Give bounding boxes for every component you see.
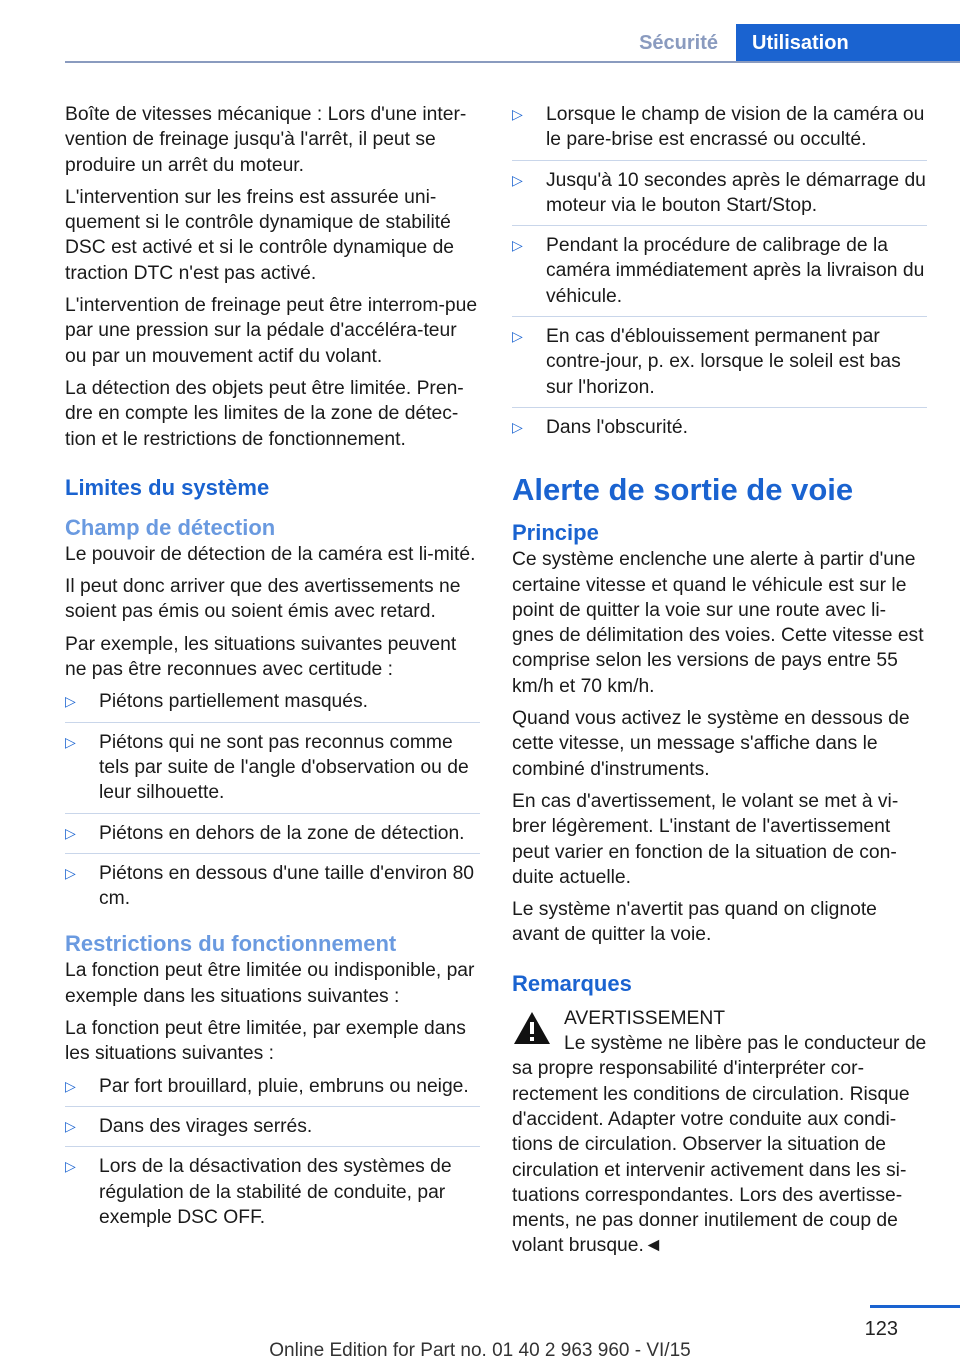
list-item: ▷ En cas d'éblouissement permanent par contre-jour, p. ex. lorsque le soleil est bas sur l'horizon. — [512, 324, 927, 408]
paragraph: La fonction peut être limitée ou indisponible, par exemple dans les situations suivantes : — [65, 960, 475, 1007]
triangle-bullet-icon: ▷ — [65, 1158, 76, 1175]
list-item: ▷ Par fort brouillard, pluie, embruns ou neige. — [65, 1074, 480, 1107]
footer-edition: Online Edition for Part no. 01 40 2 963 960 - VI/15 — [269, 1340, 691, 1361]
list-item: ▷ Piétons en dehors de la zone de détection. — [65, 821, 480, 854]
warning-box — [512, 1006, 927, 1259]
paragraph: L'intervention de freinage peut être interrom-pue par une pression sur la pédale d'accéléra-teur ou par un mouvement actif du volant. — [65, 295, 478, 367]
heading-restrictions: Restrictions du fonctionnement — [65, 931, 397, 957]
page-number: 123 — [864, 1318, 898, 1340]
left-column — [65, 102, 480, 1244]
triangle-bullet-icon: ▷ — [65, 864, 76, 881]
paragraph: Il peut donc arriver que des avertissements ne soient pas émis ou soient émis avec retard. — [65, 576, 461, 623]
heading-remarks: Remarques — [512, 970, 632, 996]
paragraph: Le pouvoir de détection de la caméra est li-mité. — [65, 543, 476, 565]
list-item: ▷ Dans l'obscurité. — [512, 415, 927, 447]
footer-rule — [870, 1305, 960, 1308]
triangle-bullet-icon: ▷ — [512, 106, 523, 122]
tab-securite[interactable]: Sécurité — [639, 31, 718, 54]
triangle-bullet-icon: ▷ — [512, 237, 523, 254]
bullet-list — [512, 102, 927, 447]
paragraph: Ce système enclenche une alerte à partir d'une certaine vitesse et quand le véhicule est sur le point de quitter la voie sur une route avec li-gnes de délimitation des voies. Cette vitesse est comprise selon les versions de pays entre 55 km/h et 70 km/h. — [512, 549, 924, 697]
heading-lane-departure: Alerte de sortie de voie — [512, 472, 854, 508]
bullet-list — [65, 1074, 480, 1237]
warning-triangle-icon — [512, 1010, 552, 1046]
triangle-bullet-icon: ▷ — [512, 418, 523, 435]
triangle-bullet-icon: ▷ — [65, 1117, 76, 1134]
paragraph: Par exemple, les situations suivantes peuvent ne pas être reconnues avec certitude : — [65, 633, 457, 681]
tab-utilisation[interactable]: Utilisation — [736, 24, 960, 62]
paragraph: Le système n'avertit pas quand on clignote avant de quitter la voie. — [512, 899, 877, 946]
triangle-bullet-icon: ▷ — [65, 1077, 76, 1094]
paragraph: L'intervention sur les freins est assurée uni-quement si le contrôle dynamique de stabilité DSC est activé et si le contrôle dynamique de traction DTC n'est pas activé. — [65, 186, 455, 284]
triangle-bullet-icon: ▷ — [65, 824, 76, 841]
heading-detection-field: Champ de détection — [65, 514, 276, 540]
bullet-list — [65, 689, 480, 918]
triangle-bullet-icon: ▷ — [512, 328, 523, 345]
warning-title: AVERTISSEMENT — [564, 1007, 726, 1029]
header-tabs — [621, 24, 960, 62]
triangle-bullet-icon: ▷ — [512, 171, 523, 188]
paragraph: La détection des objets peut être limitée. Pren-dre en compte les limites de la zone de détec-tion et le restrictions de fonctionnement. — [65, 377, 464, 450]
paragraph: La fonction peut être limitée, par exemple dans les situations suivantes : — [65, 1018, 466, 1065]
triangle-bullet-icon: ▷ — [65, 733, 76, 750]
header-divider — [65, 61, 960, 63]
list-item: ▷ Lors de la désactivation des systèmes de régulation de la stabilité de conduite, par exemple DSC OFF. — [65, 1156, 452, 1228]
heading-principle: Principe — [512, 520, 599, 546]
list-item: ▷ Piétons qui ne sont pas reconnus comme tels par suite de l'angle d'observation ou de leur silhouette. — [65, 730, 480, 814]
heading-system-limits: Limites du système — [65, 474, 270, 500]
warning-text: Le système ne libère pas le conducteur de sa propre responsabilité d'interpréter cor-rectement les conditions de circulation. Risque d'accident. Adapter votre conduite aux condi-tions de circulation. Observer la situation de circulation et intervenir activement dans les si-tuations correspondantes. Lors des avertisse-ments, ne pas donner inutilement de coup de volant brusque.◄ — [512, 1033, 927, 1257]
list-item: ▷ Pendant la procédure de calibrage de la caméra immédiatement après la livraison du véhicule. — [512, 233, 927, 317]
paragraph: Quand vous activez le système en dessous de cette vitesse, un message s'affiche dans le combiné d'instruments. — [512, 708, 910, 780]
right-column — [512, 102, 927, 1266]
list-item: ▷ Dans des virages serrés. — [65, 1114, 480, 1147]
list-item: ▷ Piétons partiellement masqués. — [65, 689, 480, 722]
list-item: ▷ Piétons en dessous d'une taille d'environ 80 cm. — [65, 862, 475, 910]
list-item: ▷ Jusqu'à 10 secondes après le démarrage du moteur via le bouton Start/Stop. — [512, 168, 927, 227]
triangle-bullet-icon: ▷ — [65, 693, 76, 710]
list-item: ▷ Lorsque le champ de vision de la caméra ou le pare-brise est encrassé ou occulté. — [512, 102, 927, 161]
paragraph: En cas d'avertissement, le volant se met à vi-brer légèrement. L'instant de l'avertissement peut varier en fonction de la situation de con-duite actuelle. — [512, 790, 899, 888]
paragraph: Boîte de vitesses mécanique : Lors d'une inter-vention de freinage jusqu'à l'arrêt, il peut se produire un arrêt du moteur. — [65, 104, 467, 176]
